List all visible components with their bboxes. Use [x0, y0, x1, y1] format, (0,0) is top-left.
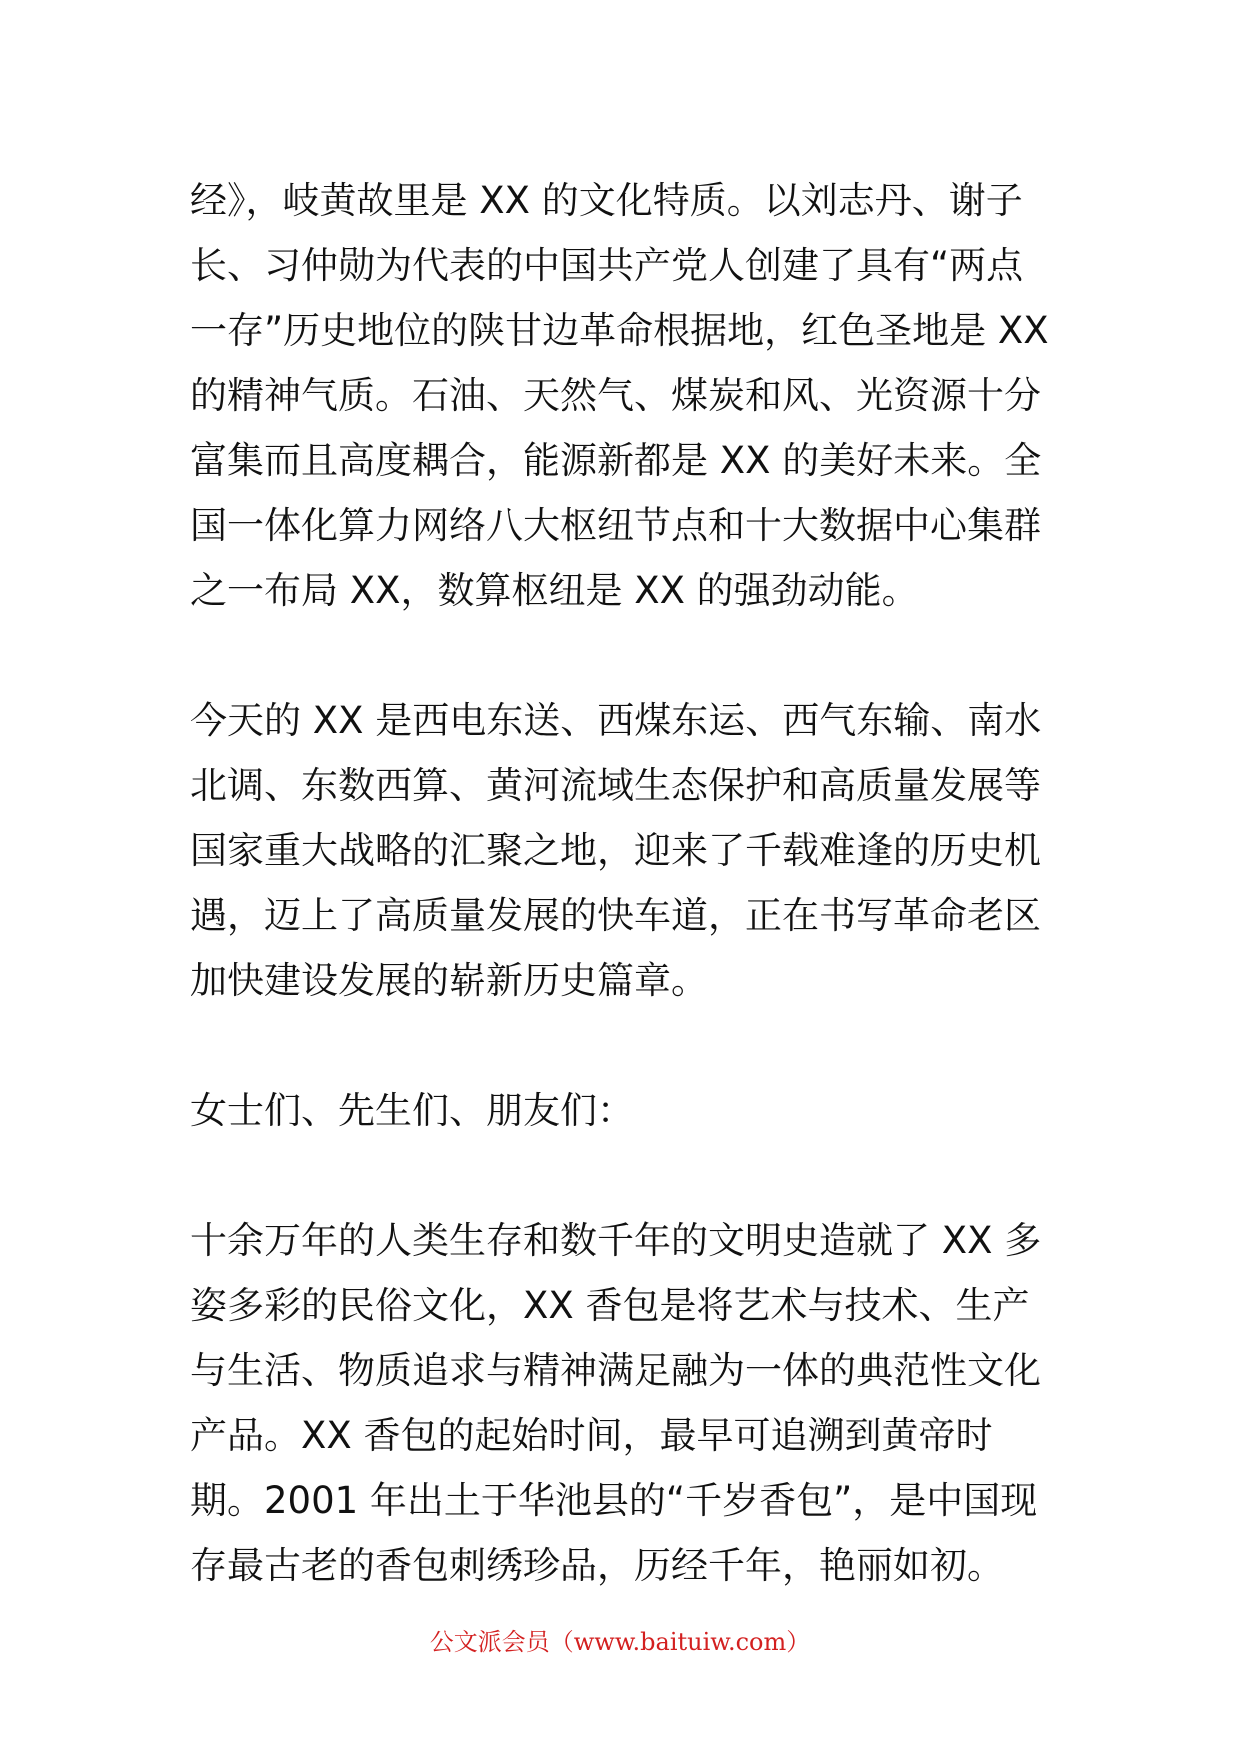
footer-watermark: 公文派会员（www.baituiw.com） [429, 1628, 811, 1656]
document-body [190, 168, 1052, 1598]
paragraph-2: 今天的 XX 是西电东送、西煤东运、西气东输、南水北调、东数西算、黄河流域生态保护和高质量发展等国家重大战略的汇聚之地，迎来了千载难逢的历史机遇，迈上了高质量发展的快车道，正在书写革命老区加快建设发展的崭新历史篇章。 [190, 699, 1042, 1002]
paragraph-1: 经》，岐黄故里是 XX 的文化特质。以刘志丹、谢子长、习仲勋为代表的中国共产党人创建了具有“两点一存”历史地位的陕甘边革命根据地，红色圣地是 XX 的精神气质。石油、天然气、煤炭和风、光资源十分富集而且高度耦合，能源新都是 XX 的美好未来。全国一体化算力网络八大枢纽节点和十大数据中心集群之一布局 XX，数算枢纽是 XX 的强劲动能。 [190, 179, 1049, 612]
paragraph-4: 十余万年的人类生存和数千年的文明史造就了 XX 多姿多彩的民俗文化，XX 香包是将艺术与技术、生产与生活、物质追求与精神满足融为一体的典范性文化产品。XX 香包的起始时间，最早可追溯到黄帝时期。2001 年出土于华池县的“千岁香包”，是中国现存最古老的香包刺绣珍品，历经千年，艳丽如初。 [190, 1219, 1042, 1587]
paragraph-3: 女士们、先生们、朋友们： [190, 1089, 634, 1132]
